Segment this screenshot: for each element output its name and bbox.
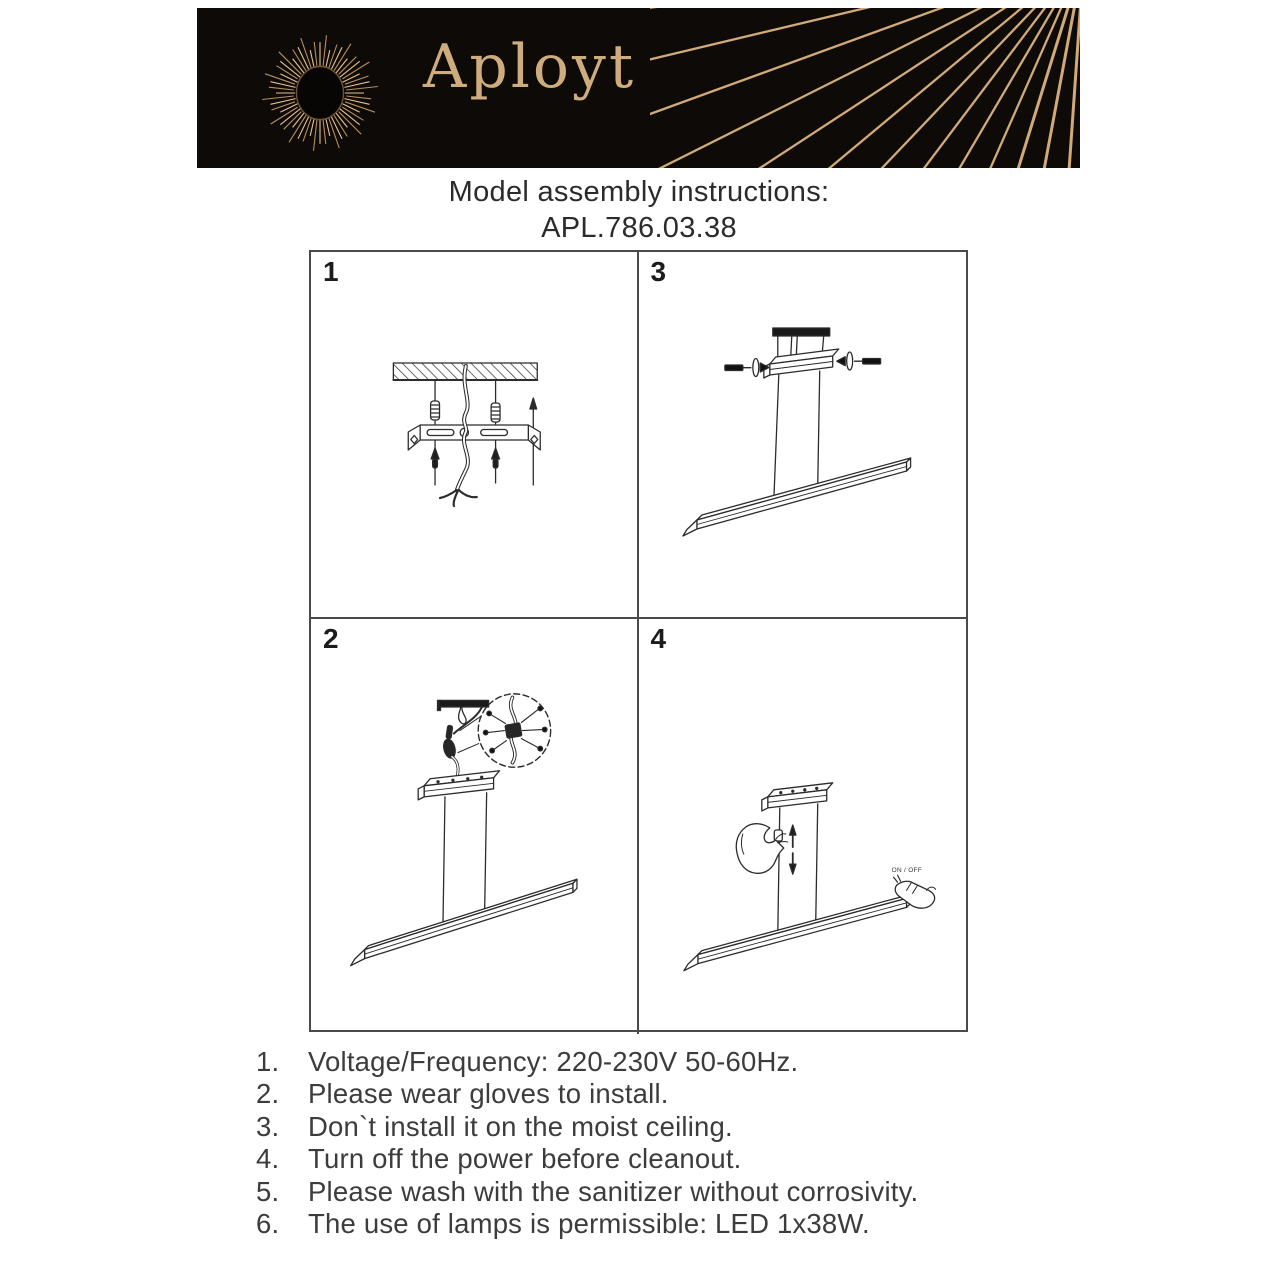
document-title-block bbox=[0, 174, 1278, 246]
instruction-item bbox=[256, 1111, 918, 1143]
height-adjust-onoff-diagram-icon bbox=[639, 619, 967, 1034]
model-number: APL.786.03.38 bbox=[541, 212, 737, 244]
instruction-text: The use of lamps is permissible: LED 1x38W. bbox=[308, 1208, 870, 1240]
assembly-step-4-panel bbox=[639, 619, 967, 1034]
instruction-number: 1. bbox=[256, 1046, 280, 1077]
brand-logo-text: Aployt bbox=[423, 32, 637, 102]
sunburst-rays-decoration-icon bbox=[650, 8, 1080, 168]
step-number-2: 2 bbox=[323, 623, 339, 654]
instruction-text: Please wash with the sanitizer without corrosivity. bbox=[308, 1175, 919, 1207]
on-off-label: ON / OFF bbox=[891, 867, 922, 875]
assembly-step-3-panel bbox=[639, 252, 967, 619]
ceiling-bracket-mount-diagram-icon bbox=[311, 252, 637, 617]
instruction-item bbox=[256, 1176, 918, 1208]
instruction-text: Don`t install it on the moist ceiling. bbox=[308, 1110, 733, 1142]
instruction-item bbox=[256, 1143, 918, 1175]
instruction-number: 5. bbox=[256, 1175, 280, 1207]
instructions-list bbox=[256, 1046, 918, 1240]
document-title: Model assembly instructions: bbox=[448, 176, 830, 208]
instruction-number: 4. bbox=[256, 1143, 280, 1175]
instruction-item bbox=[256, 1078, 918, 1110]
brand-banner bbox=[197, 8, 1080, 168]
starburst-logo-icon bbox=[253, 26, 387, 160]
instruction-text: Turn off the power before cleanout. bbox=[308, 1143, 742, 1175]
instruction-number: 6. bbox=[256, 1208, 280, 1240]
canopy-screws-diagram-icon bbox=[639, 252, 967, 617]
instruction-number: 2. bbox=[256, 1078, 280, 1110]
step-number-3: 3 bbox=[650, 256, 667, 287]
wiring-connection-diagram-icon bbox=[311, 619, 637, 1034]
assembly-step-1-panel bbox=[311, 252, 639, 619]
assembly-grid bbox=[309, 250, 968, 1032]
step-number-1: 1 bbox=[323, 256, 339, 287]
instruction-text: Please wear gloves to install. bbox=[308, 1078, 669, 1110]
instruction-text: Voltage/Frequency: 220-230V 50-60Hz. bbox=[308, 1046, 799, 1077]
instruction-item bbox=[256, 1208, 918, 1240]
step-number-4: 4 bbox=[650, 623, 667, 654]
assembly-step-2-panel bbox=[311, 619, 639, 1034]
instruction-number: 3. bbox=[256, 1110, 280, 1142]
instruction-item bbox=[256, 1046, 918, 1078]
